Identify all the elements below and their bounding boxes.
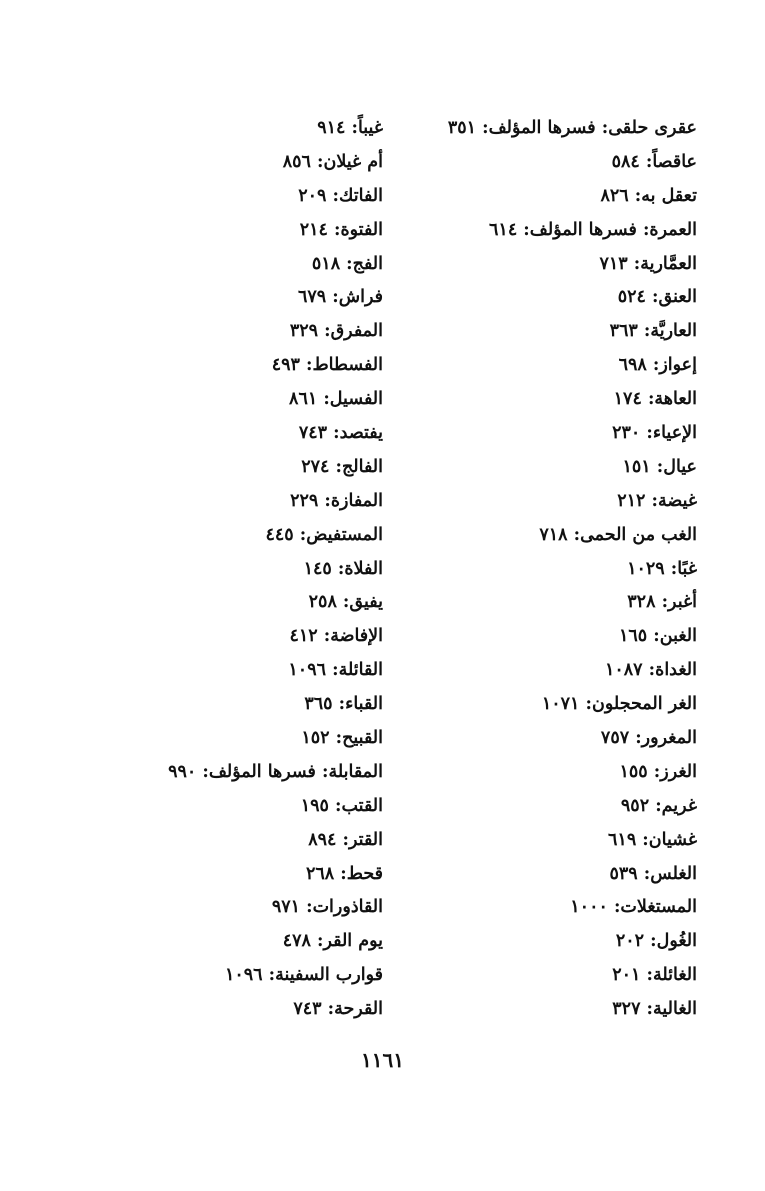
index-entry: أم غيلان: ٨٥٦ [282,151,383,172]
index-entry: القباء: ٣٦٥ [304,694,383,715]
index-entry: إعواز: ٦٩٨ [618,355,697,376]
index-entry: القبيح: ١٥٢ [301,728,383,749]
index-entry: الغالية: ٣٢٧ [612,999,697,1020]
index-entry: غيضة: ٢١٢ [617,490,697,511]
index-entry: الفاتك: ٢٠٩ [298,185,383,206]
index-entry: العاريَّة: ٣٦٣ [609,321,697,342]
index-entry: الإعياء: ٢٣٠ [612,423,697,444]
index-entry: القتر: ٨٩٤ [308,829,383,850]
index-entry: يفيق: ٢٥٨ [308,592,383,613]
index-entry: العاهة: ١٧٤ [613,389,697,410]
index-entry: الفج: ٥١٨ [311,253,383,274]
index-entry: الفالج: ٢٧٤ [301,456,383,477]
index-entry: العمرة: فسرها المؤلف: ٦١٤ [489,219,697,240]
index-entry: يفتصد: ٧٤٣ [298,423,383,444]
index-entry: الفتوة: ٢١٤ [299,219,383,240]
index-entry: العمَّارية: ٧١٣ [599,253,697,274]
index-entry: قوارب السفينة: ١٠٩٦ [224,965,383,986]
index-entry: القتب: ١٩٥ [300,795,383,816]
index-column-right [397,112,697,1027]
index-entry: عقرى حلقى: فسرها المؤلف: ٣٥١ [447,118,697,138]
index-entry: المفازة: ٢٢٩ [290,490,383,511]
index-entry: الغداة: ١٠٨٧ [604,660,697,681]
index-entry: غريم: ٩٥٢ [620,795,697,816]
index-entry: الغلس: ٥٣٩ [609,863,697,884]
index-entry: المقابلة: فسرها المؤلف: ٩٩٠ [168,761,383,782]
index-entry: القائلة: ١٠٩٦ [288,660,383,681]
index-entry: القرحة: ٧٤٣ [293,999,383,1020]
index-entry: عيال: ١٥١ [622,456,697,477]
index-entry: تعقل به: ٨٢٦ [600,185,697,206]
index-entry: الغُول: ٢٠٢ [615,931,697,952]
index-entry: الغرز: ١٥٥ [619,761,697,782]
index-entry: العنق: ٥٢٤ [617,287,697,308]
index-column-left [103,112,383,1027]
index-entry: الفلاة: ١٤٥ [303,558,383,579]
index-entry: المغرور: ٧٥٧ [600,728,697,749]
index-entry: المفرق: ٣٢٩ [289,321,383,342]
index-entry: المستفيض: ٤٤٥ [265,524,383,545]
index-entry: غيباً: ٩١٤ [317,118,383,138]
index-entry: القاذورات: ٩٧١ [271,897,383,918]
index-entry: عاقصاً: ٥٨٤ [611,151,697,172]
index-entry: الغب من الحمى: ٧١٨ [539,524,697,545]
index-entry: فراش: ٦٧٩ [297,287,383,308]
index-entry: الغر المحجلون: ١٠٧١ [541,694,697,715]
index-entry: غبًا: ١٠٢٩ [627,558,697,579]
index-entry: يوم القر: ٤٧٨ [282,931,383,952]
index-entry: الغائلة: ٢٠١ [612,965,697,986]
index-entry: الفسطاط: ٤٩٣ [271,355,383,376]
index-entry: الغبن: ١٦٥ [619,626,697,647]
index-entry: المستغلات: ١٠٠٠ [570,897,697,918]
page-number: ١١٦١ [361,1048,404,1072]
index-entry: أغبر: ٣٢٨ [627,592,697,613]
index-entry: غشيان: ٦١٩ [608,829,697,850]
index-entry: الفسيل: ٨٦١ [289,389,383,410]
index-entry: قحط: ٢٦٨ [305,863,383,884]
index-entry: الإفاضة: ٤١٢ [289,626,383,647]
